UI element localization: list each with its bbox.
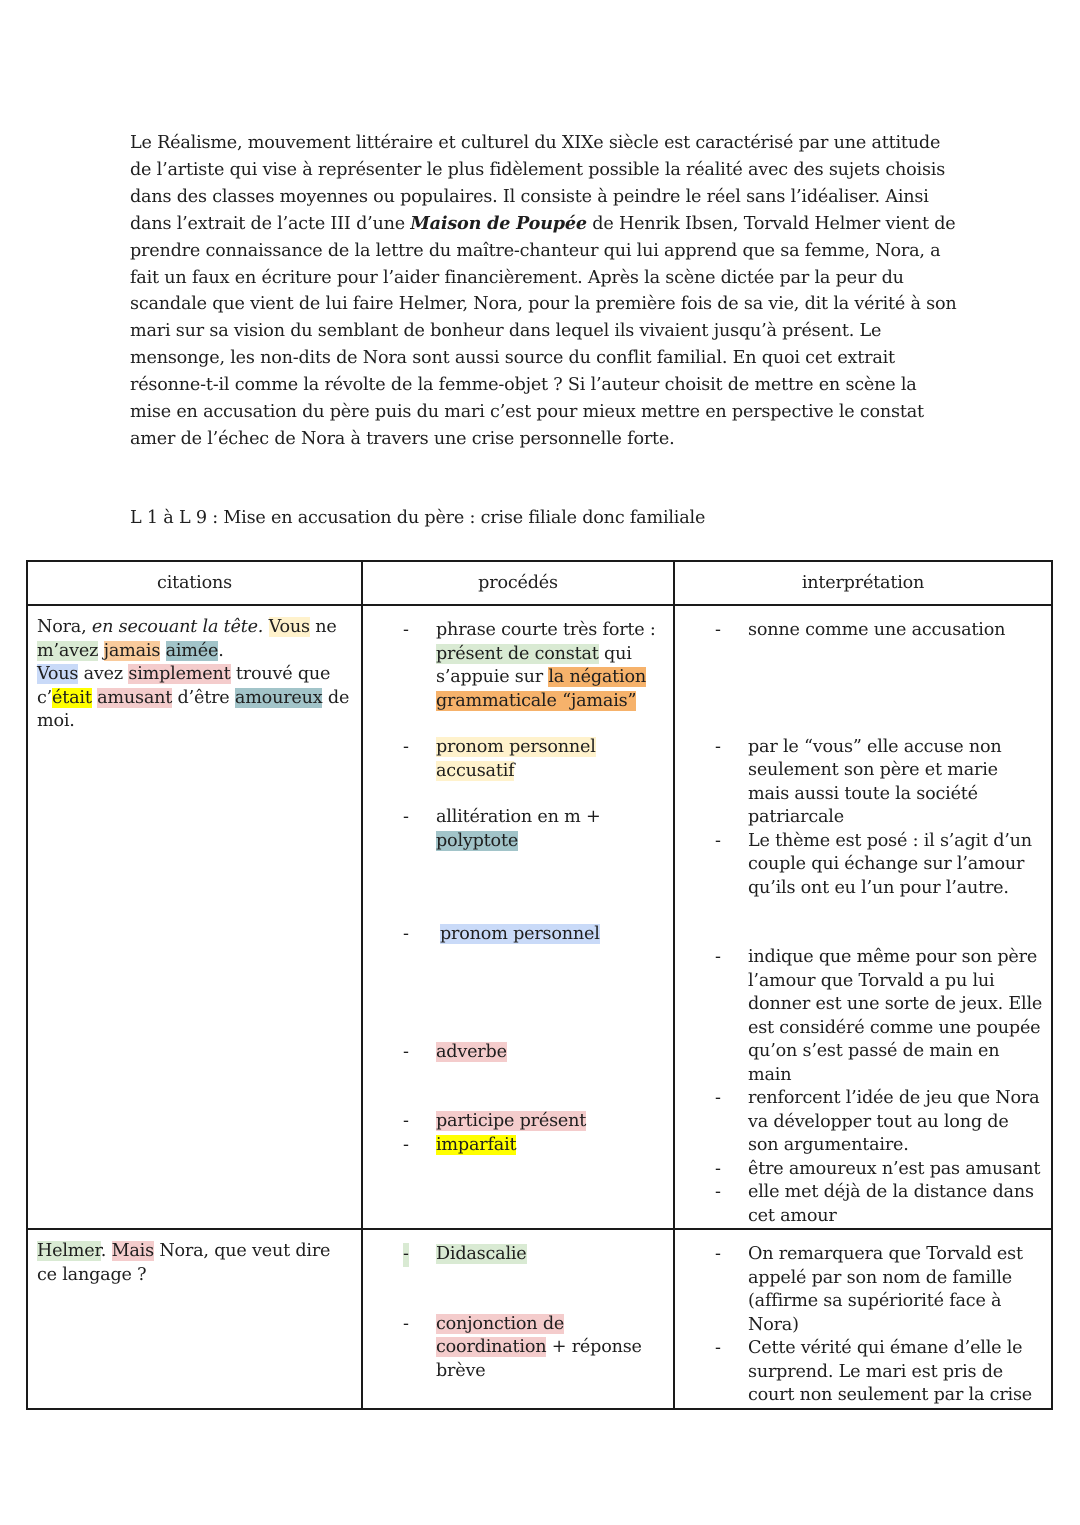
list-item: [363, 619, 673, 713]
highlight-conjonction: conjonction de coordination: [436, 1313, 565, 1357]
highlight-negation: la négation grammaticale “jamais”: [436, 667, 646, 711]
procede-text: allitération en m +: [436, 807, 601, 827]
list-item: [675, 1087, 1051, 1158]
dash-marker: -: [715, 1338, 721, 1358]
list-item: [363, 1134, 673, 1158]
list-item: [675, 1243, 1051, 1337]
table-row: [27, 1229, 1052, 1409]
quote-text: avez: [78, 664, 129, 684]
list-item: [675, 946, 1051, 1087]
interpretation-list: [675, 1230, 1051, 1408]
list-item: [675, 736, 1051, 830]
list-item: [675, 830, 1051, 901]
quote-text: [160, 641, 165, 661]
play-title: Maison de Poupée: [410, 212, 587, 234]
interpretation-text: renforcent l’idée de jeu que Nora va développer tout au long de son argumentaire.: [748, 1088, 1040, 1155]
list-item: [675, 1158, 1051, 1182]
dash-marker: -: [403, 1313, 409, 1334]
header-interpretation: interprétation: [674, 561, 1052, 605]
interpretation-text: elle met déjà de la distance dans cet amour: [748, 1182, 1034, 1226]
quote-text: [98, 641, 103, 661]
highlight-jamais: jamais: [103, 640, 161, 661]
highlight-mais: Mais: [111, 1241, 154, 1261]
interpretation-list: [675, 606, 1051, 1228]
interpretation-text: indique que même pour son père l’amour que Torvald a pu lui donner est une sorte de jeux. Elle est considéré comme une poupée qu’on s’est passé de main en main: [748, 947, 1043, 1085]
dash-marker: -: [715, 1182, 721, 1202]
interpretation-text: sonne comme une accusation: [748, 620, 1006, 640]
list-item: [675, 1337, 1051, 1408]
quote-text: de moi.: [37, 687, 350, 731]
dash-marker: -: [715, 1088, 721, 1108]
highlight-vous-2: Vous: [37, 664, 79, 684]
highlight-present: présent de constat: [436, 643, 599, 664]
citation-text: [28, 606, 361, 734]
quote-text: [263, 617, 268, 637]
dash-marker: -: [403, 807, 409, 827]
list-item: [363, 923, 673, 947]
highlight-aimee: aimée: [165, 640, 219, 661]
intro-text-2: de Henrik Ibsen, Torvald Helmer vient de prendre connaissance de la lettre du maître-chanteur qui lui apprend que sa femme, Nora, a fait un faux en écriture pour l’aider financièrement. Après la scène dictée par la peur du scandale que vient de lui faire Helmer, Nora, pour la première fois de sa vie, dit la vérité à son mari sur sa vision du semblant de bonheur dans lequel ils vivaient jusqu’à présent. Le mensonge, les non-dits de Nora sont aussi source du conflit familial. En quoi cet extrait résonne-t-il comme la révolte de la femme-objet ? Si l’auteur choisit de mettre en scène la mise en accusation du père puis du mari c’est pour mieux mettre en perspective le constat amer de l’échec de Nora à travers une crise personnelle forte.: [130, 213, 957, 449]
procede-text: phrase courte très forte :: [436, 620, 656, 640]
highlight-pronom-accusatif: pronom personnel accusatif: [436, 737, 596, 781]
dash-marker: -: [403, 1041, 409, 1062]
dash-marker: -: [403, 1111, 409, 1131]
interpretation-text: par le “vous” elle accuse non seulement son père et marie mais aussi toute la société patriarcale: [748, 736, 1002, 827]
interpretation-text: Le thème est posé : il s’agit d’un couple qui échange sur l’amour qu’ils ont eu l’un pour l’autre.: [748, 830, 1032, 898]
quote-text: trouvé que c’: [37, 664, 331, 708]
dash-marker: -: [403, 737, 409, 757]
table-header-row: [27, 561, 1052, 605]
interpretation-text: être amoureux n’est pas amusant: [748, 1158, 1041, 1179]
highlight-participe: participe présent: [436, 1111, 587, 1131]
stage-direction: en secouant la tête.: [91, 617, 264, 637]
list-item: [675, 1181, 1051, 1228]
list-item: [363, 806, 673, 853]
list-item: [363, 736, 673, 783]
highlight-didascalie: Didascalie: [436, 1244, 527, 1264]
quote-text: .: [218, 640, 224, 661]
quote-text: .: [100, 1241, 112, 1261]
highlight-etait: était: [52, 687, 92, 708]
procedes-cell: [362, 605, 674, 1229]
quote-text: d’être: [172, 687, 235, 708]
header-citations: citations: [27, 561, 362, 605]
intro-text-1: Le Réalisme, mouvement littéraire et culturel du XIXe siècle est caractérisé par une attitude de l’artiste qui vise à représenter le plus fidèlement possible la réalité avec des sujets choisis dans des classes moyennes ou populaires. Il consiste à peindre le réel sans l’idéaliser. Ainsi dans l’extrait de l’acte III d’une: [130, 133, 946, 234]
dash-marker: -: [403, 1243, 409, 1267]
dash-marker: -: [403, 1134, 409, 1155]
header-procedes: procédés: [362, 561, 674, 605]
procede-text: qui s’appuie sur: [436, 643, 632, 687]
dash-marker: -: [403, 924, 409, 944]
section-heading: L 1 à L 9 : Mise en accusation du père : crise filiale donc familiale: [130, 508, 706, 528]
dash-marker: -: [715, 947, 721, 967]
highlight-m-avez: m’avez: [37, 640, 99, 661]
list-item: [675, 619, 1051, 643]
interpretation-text: On remarquera que Torvald est appelé par son nom de famille (affirme sa supériorité face à Nora): [748, 1244, 1023, 1335]
table-row: [27, 605, 1052, 1229]
analysis-table: [26, 560, 1053, 1410]
procedes-cell: [362, 1229, 674, 1409]
interpretation-cell: [674, 1229, 1052, 1409]
procede-text: + réponse brève: [436, 1337, 642, 1381]
citation-cell: [27, 605, 362, 1229]
dash-marker: -: [403, 620, 409, 640]
procedes-list: [363, 606, 673, 1157]
quote-text: Nora,: [37, 617, 92, 637]
interpretation-text: Cette vérité qui émane d’elle le surprend. Le mari est pris de court non seulement par la crise: [748, 1338, 1032, 1405]
highlight-simplement: simplement: [128, 664, 231, 684]
highlight-imparfait: imparfait: [436, 1134, 517, 1155]
quote-text: Nora, que veut dire ce langage ?: [37, 1241, 331, 1285]
highlight-amoureux: amoureux: [234, 687, 323, 708]
citation-text: [28, 1230, 361, 1287]
highlight-pronom: pronom personnel: [440, 924, 600, 944]
interpretation-cell: [674, 605, 1052, 1229]
dash-marker: -: [715, 736, 721, 757]
list-item: [363, 1041, 673, 1065]
intro-paragraph: [130, 130, 960, 453]
highlight-vous: Vous: [268, 617, 310, 637]
dash-marker: -: [715, 620, 721, 640]
highlight-amusant: amusant: [97, 687, 173, 708]
citation-cell: [27, 1229, 362, 1409]
list-item: [363, 1313, 673, 1384]
highlight-adverbe: adverbe: [436, 1041, 507, 1062]
list-item: [363, 1243, 673, 1267]
highlight-polyptote: polyptote: [436, 830, 519, 851]
dash-marker: -: [715, 1158, 721, 1179]
list-item: [363, 1110, 673, 1134]
highlight-helmer: Helmer: [37, 1241, 101, 1261]
procedes-list: [363, 1230, 673, 1383]
quote-text: ne: [309, 617, 337, 637]
dash-marker: -: [715, 1244, 721, 1264]
dash-marker: -: [715, 830, 721, 851]
